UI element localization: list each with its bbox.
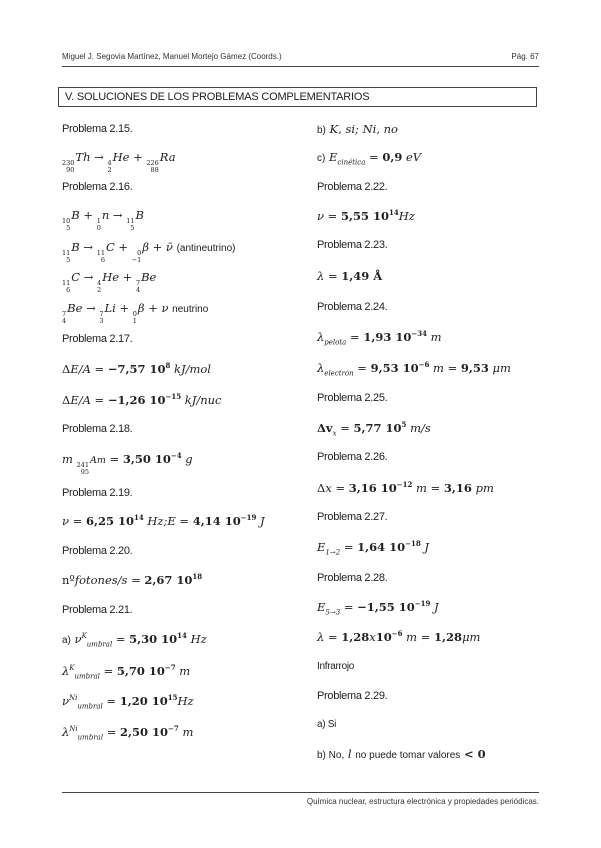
equation: $\nu^{Ni}_{umbral} = 1,20$ $10^{15}Hz$ xyxy=(62,693,194,711)
header-authors: Miguel J. Segovia Martínez, Manuel Mortejo Gámez (Coords.) xyxy=(62,52,282,61)
problem-heading: Problema 2.27. xyxy=(317,511,388,523)
header-rule xyxy=(62,66,539,67)
antineutrino-label: (antineutrino) xyxy=(176,243,236,254)
item-letter: b) xyxy=(317,125,326,136)
page-number: Pág. 67 xyxy=(511,52,539,61)
equation: ν = 6,25 $10^{14}$ Hz;E = 4,14 $10^{-19}$ J xyxy=(62,513,265,528)
problem-heading: Problema 2.21. xyxy=(62,604,133,616)
problem-heading: Problema 2.26. xyxy=(317,451,388,463)
neutrino-label: neutrino xyxy=(172,304,209,315)
equation: $E_{1\to 2} = 1,64$ $10^{-18}$ J xyxy=(317,539,430,557)
equation: c) $E_{cinética} = 0,9$ eV xyxy=(317,150,422,167)
problem-heading: Problema 2.19. xyxy=(62,487,133,499)
equation: 7 4 Be → 7 3 Li + 0 1 β + ν neutrino xyxy=(62,301,209,325)
equation: nºfotones/s = 2,67 $10^{18}$ xyxy=(62,572,203,587)
equation: ΔE/A = −7,57 $10^8$ kJ/mol xyxy=(62,361,211,376)
problem-heading: Problema 2.23. xyxy=(317,239,388,251)
equation: $\lambda_{electrón} = 9,53$ $10^{-6}$ m = 9,53 μm xyxy=(317,360,511,378)
equation: m 241 95 Am = 3,50 $10^{-4}$ g xyxy=(62,451,193,476)
equation: 230 90 Th → 4 2 He + 226 88 Ra xyxy=(62,150,176,174)
equation: $\lambda^K_{umbral} = 5,70$ $10^{-7}$ m xyxy=(62,663,191,681)
item-letter: a) xyxy=(62,635,71,646)
equation: $\lambda_{pelota} = 1,93$ $10^{-34}$ m xyxy=(317,329,442,347)
problem-heading: Problema 2.29. xyxy=(317,690,388,702)
equation: $\Delta v_x = 5,77$ $10^5$ m/s xyxy=(317,420,431,438)
problem-heading: Problema 2.16. xyxy=(62,181,133,193)
problem-heading: Problema 2.28. xyxy=(317,572,388,584)
section-title: V. SOLUCIONES DE LOS PROBLEMAS COMPLEMENTARIOS xyxy=(58,87,537,107)
answer-text: a) Si xyxy=(317,719,337,730)
equation: λ = 1,49 Å xyxy=(317,269,383,283)
equation: a) $\nu^K_{umbral} = 5,30$ $10^{14}$ Hz xyxy=(62,631,207,649)
equation: $E_{5\to 3} = -1,55$ $10^{-19}$ J xyxy=(317,599,439,617)
page-footer: Química nuclear, estructura electrónica y propiedades periódicas. xyxy=(306,797,539,806)
equation: 11 6 C → 4 2 He + 7 4 Be xyxy=(62,270,157,294)
equation: 11 5 B → 11 6 C + 0 −1 β + ν̄ (antineutrino) xyxy=(62,240,236,264)
problem-heading: Problema 2.17. xyxy=(62,333,133,345)
problem-heading: Problema 2.15. xyxy=(62,123,133,135)
problem-heading: Problema 2.24. xyxy=(317,301,388,313)
footer-rule xyxy=(62,792,539,793)
answer-text: Infrarrojo xyxy=(317,661,355,672)
equation: b) No, l no puede tomar valores < 0 xyxy=(317,747,486,761)
problem-heading: Problema 2.25. xyxy=(317,392,388,404)
equation: $\lambda^{Ni}_{umbral} = 2,50$ $10^{-7}$ m xyxy=(62,724,194,742)
equation: Δx = 3,16 $10^{-12}$ m = 3,16 pm xyxy=(317,480,494,495)
problem-heading: Problema 2.20. xyxy=(62,545,133,557)
item-letter: c) xyxy=(317,153,326,164)
equation: b) K, si; Ni, no xyxy=(317,122,398,136)
problem-heading: Problema 2.18. xyxy=(62,423,133,435)
equation: ΔE/A = −1,26 $10^{-15}$ kJ/nuc xyxy=(62,392,222,407)
equation: $\lambda = 1,28x10^{-6}$ m = 1,28μm xyxy=(317,629,481,644)
equation: ν = 5,55 $10^{14}Hz$ xyxy=(317,208,415,223)
equation: 10 5 B + 1 0 n → 11 5 B xyxy=(62,208,144,232)
problem-heading: Problema 2.22. xyxy=(317,181,388,193)
